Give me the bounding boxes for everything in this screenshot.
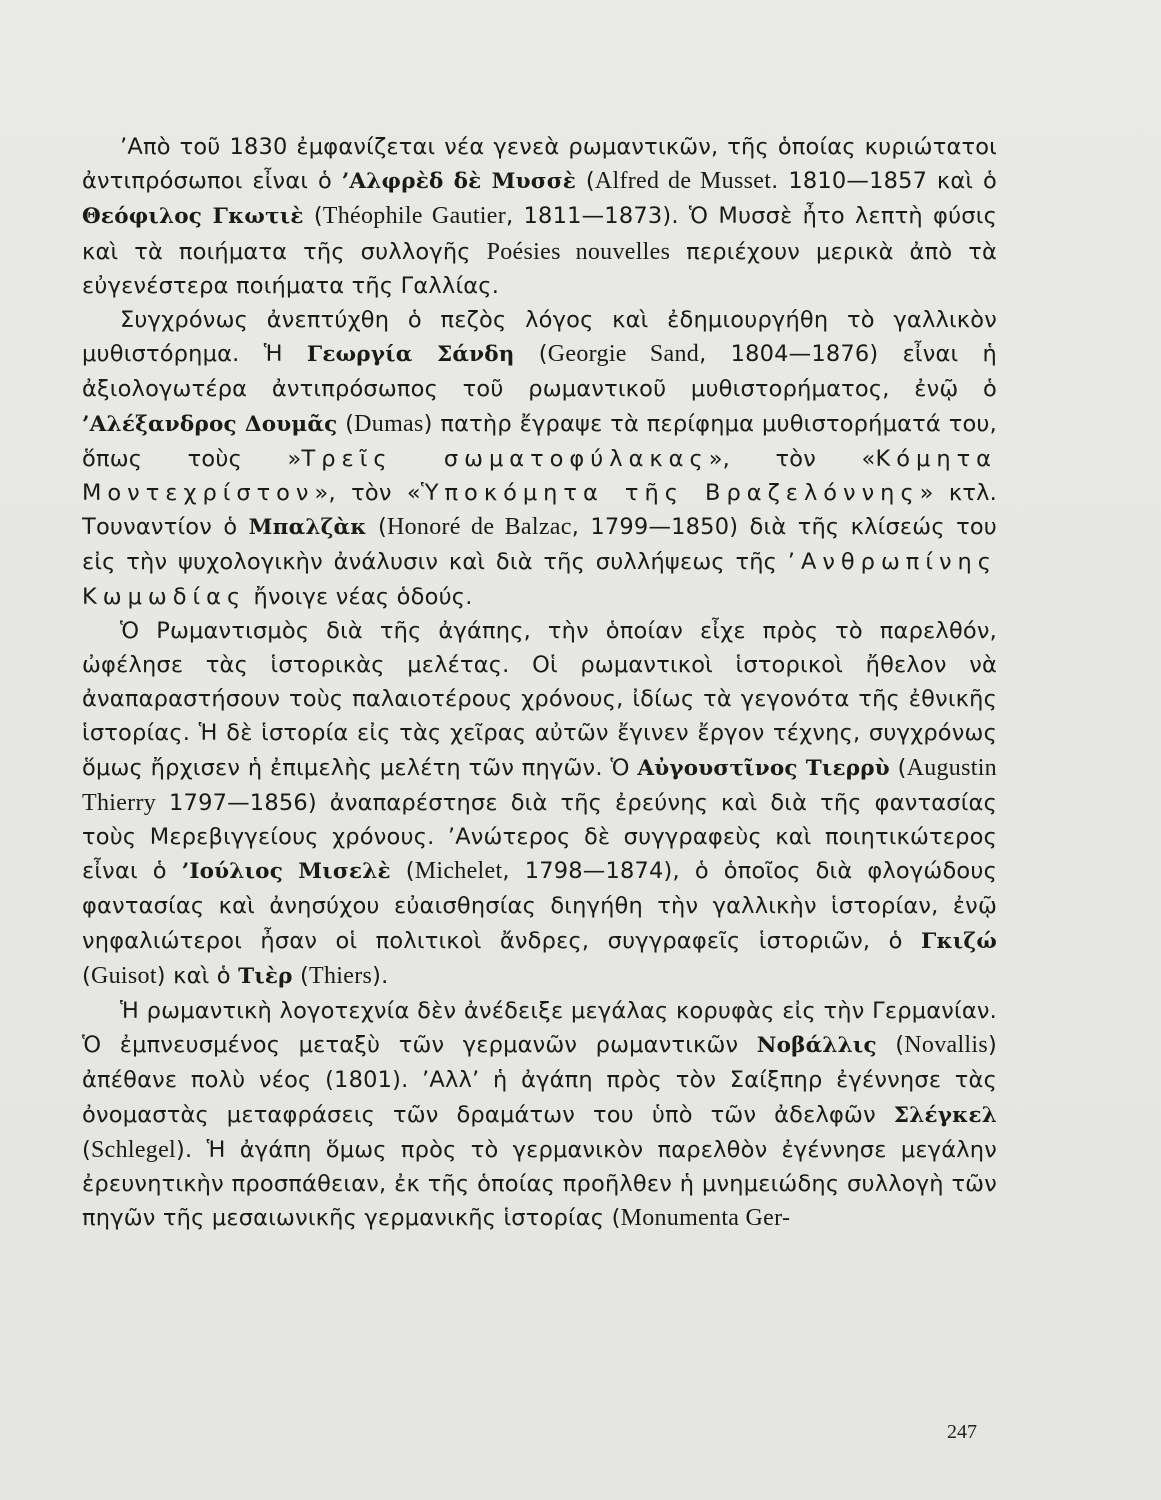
text-run: , 1799—1850) διὰ τῆς κλίσεώς του εἰς τὴν ψυχολογικὴν ἀνάλυσιν καὶ διὰ τῆς συλλήψεως τῆς — [82, 514, 998, 576]
latin-text: Georgie Sand — [547, 341, 700, 368]
page-number: 247 — [947, 1421, 977, 1443]
text-run: Ὁ Ρωμαντισμὸς διὰ τῆς ἀγάπης, τὴν ὁποίαν εἶχε πρὸς τὸ παρελθόν, ὠφέλησε τὰς ἱστορικὰς μελέτας. Οἱ ρωμαντικοὶ ἱστορικοὶ ἤθελον νὰ ἀναπαραστήσουν τοὺς παλαιοτέρους χρόνους, ἰδίως τὰ γεγονότα τῆς ἐθνικῆς ἱστορίας. Ἡ δὲ ἱστορία εἰς τὰς χεῖρας αὐτῶν ἔγινεν ἔργον τέχνης, συγχρόνως ὅμως ἤρχισεν ἡ ἐπιμελὴς μελέτη τῶν πηγῶν. Ὁ — [82, 617, 997, 781]
text-run: ( — [292, 962, 310, 989]
text-run: ἤνοιγε νέας ὁδούς. — [246, 583, 473, 610]
text-run: περιέχουν μερικὰ ἀπὸ τὰ εὐγενέστερα ποιήματα τῆς Γαλλίας. — [82, 238, 997, 299]
text-run: , 1804—1876) εἶναι ἡ ἀξιολογωτέρα ἀντιπρόσωπος τοῦ ρωμαντικοῦ μυθιστορήματος, ἐνῷ ὁ — [82, 341, 997, 403]
text-run: ). — [372, 962, 389, 989]
text-run: Ἡ ρωμαντικὴ λογοτεχνία δὲν ἀνέδειξε μεγάλας κορυφὰς εἰς τὴν Γερμανίαν. Ὁ ἐμπνευσμένος μεταξὺ τῶν γερμανῶν ρωμαντικῶν — [82, 998, 997, 1059]
text-run: », τὸν « — [708, 445, 876, 472]
text-run: Συγχρόνως ἀνεπτύχθη ὁ πεζὸς λόγος καὶ ἐδημιουργήθη τὸ γαλλικὸν μυθιστόρημα. Ἡ — [82, 307, 997, 368]
bold-name: Σλέγκελ — [893, 1102, 997, 1128]
text-run: » κτλ. Τουναντίον ὁ — [82, 480, 997, 541]
paragraph — [82, 614, 997, 994]
text-run: ) καὶ ὁ — [156, 962, 239, 989]
bold-name: ’Αλφρὲδ δὲ Μυσσὲ — [341, 169, 577, 195]
text-run: ( — [514, 341, 548, 368]
text-run: », τὸν « — [314, 480, 421, 507]
latin-text: Michelet — [414, 858, 503, 885]
bold-name: Γκιζώ — [921, 928, 997, 954]
latin-text: Guisot — [90, 962, 157, 989]
spaced-title: ’Ανθρωπίνης Κωμωδίας — [82, 549, 997, 610]
text-run: ( — [82, 962, 91, 989]
latin-text: Honoré de Balzac — [386, 514, 572, 541]
bold-name: Νοβάλλις — [756, 1033, 877, 1059]
latin-text: Dumas — [354, 410, 424, 437]
text-run: ( — [82, 1136, 91, 1163]
latin-text: Schlegel — [90, 1136, 177, 1163]
text-run: ). Ἡ ἀγάπη ὅμως πρὸς τὸ γερμανικὸν παρελθὸν ἐγέννησε μεγάλην ἐρευνητικὴν προσπάθειαν, ἐκ τῆς ὁποίας προῆλθεν ἡ μνημειώδης συλλογὴ τῶν πηγῶν τῆς μεσαιωνικῆς γερμανικῆς ἱστορίας ( — [82, 1136, 997, 1232]
latin-text: Théophile Gautier — [322, 203, 506, 230]
paragraph — [82, 130, 997, 303]
bold-name: Τιὲρ — [238, 963, 293, 989]
spaced-title: Ὑποκόμητα τῆς Βραζελόννης — [420, 480, 920, 507]
latin-text: Alfred de Musset — [594, 168, 772, 195]
latin-text: Augustin Thierry — [82, 754, 997, 816]
latin-text: Novallis — [904, 1032, 988, 1059]
bold-name: ’Αλέξανδρος Δουμᾶς — [82, 411, 338, 437]
latin-text: Monumenta Ger- — [620, 1205, 791, 1232]
text-run: ( — [337, 410, 355, 437]
text-run: , 1798—1874), ὁ ὁποῖος διὰ φλογώδους φαντασίας καὶ ἀνησύχου εὐαισθησίας διηγήθη τὴν γαλλικὴν ἱστορίαν, ἐνῷ νηφαλιώτεροι ἦσαν οἱ πολιτικοὶ ἄνδρες, συγγραφεῖς ἱστοριῶν, ὁ — [82, 858, 998, 954]
bold-name: Θεόφιλος Γκωτιὲ — [82, 204, 304, 230]
text-run: ( — [366, 514, 387, 541]
text-run: ( — [303, 203, 323, 230]
text-run: ( — [889, 754, 907, 781]
text-run: ( — [390, 858, 415, 885]
bold-name: Αὐγουστῖνος Τιερρὺ — [637, 755, 890, 781]
spaced-title: Τρεῖς σωματοφύλακας — [301, 445, 709, 472]
text-run: ) ἀπέθανε πολὺ νέος (1801). ’Αλλ’ ἡ ἀγάπη πρὸς τὸν Σαίξπηρ ἐγέννησε τὰς ὀνομαστὰς μεταφράσεις τῶν δραμάτων του ὑπὸ τῶν ἀδελφῶν — [82, 1032, 997, 1128]
latin-text: Thiers — [309, 962, 373, 989]
text-run: , 1811—1873). Ὁ Μυσσὲ ἦτο λεπτὴ φύσις καὶ τὰ ποιήματα τῆς συλλογῆς — [82, 203, 997, 265]
text-run: . 1810—1857 καὶ ὁ — [771, 168, 997, 195]
text-run: 1797—1856) ἀναπαρέστησε διὰ τῆς ἐρεύνης καὶ διὰ τῆς φαντασίας τοὺς Μερεβιγγείους χρόνους. ’Ανώτερος δὲ συγγραφεὺς καὶ ποιητικώτερος εἶναι ὁ — [82, 789, 997, 885]
text-run: ( — [576, 168, 595, 195]
bold-name: Γεωργία Σάνδη — [306, 342, 515, 368]
bold-name: ’Ιούλιος Μισελὲ — [181, 859, 391, 885]
text-run: ’Απὸ τοῦ 1830 ἐμφανίζεται νέα γενεὰ ρωμαντικῶν, τῆς ὁποίας κυριώτατοι ἀντιπρόσωποι εἶναι ὁ — [82, 134, 997, 195]
spaced-title: Κόμητα Μοντεχρίστον — [82, 445, 998, 507]
paragraph — [82, 303, 997, 614]
paragraph — [82, 994, 997, 1235]
bold-name: Μπαλζὰκ — [248, 515, 367, 541]
text-run: ) πατὴρ ἔγραψε τὰ περίφημα μυθιστορήματά του, ὅπως τοὺς » — [82, 410, 997, 472]
body-text — [82, 130, 997, 1236]
text-run: ( — [876, 1032, 905, 1059]
latin-text: Poésies nouvelles — [486, 238, 671, 265]
